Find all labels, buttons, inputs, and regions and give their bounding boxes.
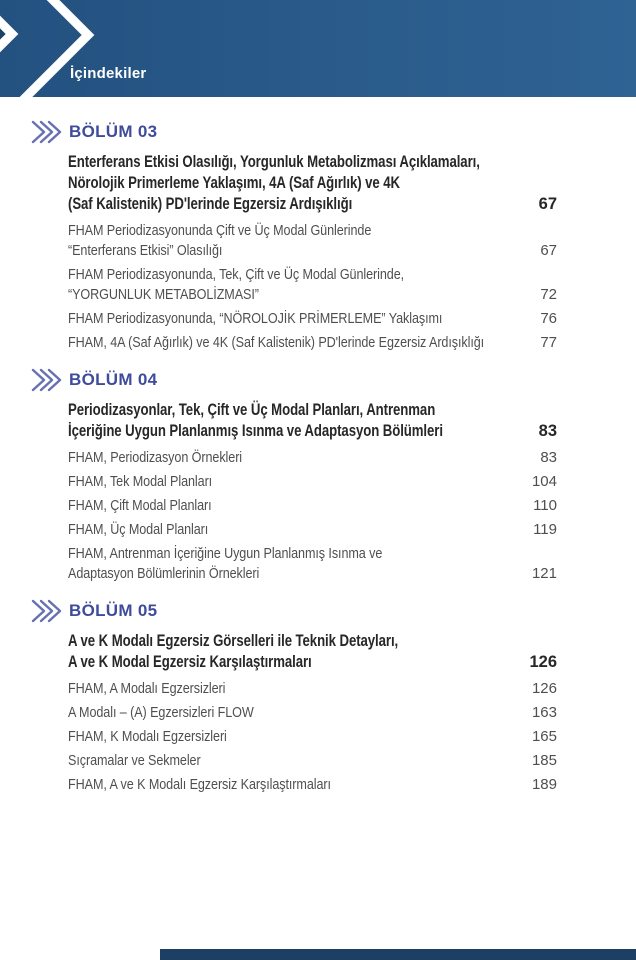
section-header — [30, 118, 636, 146]
toc-section — [0, 366, 636, 586]
entry-text-line: “Enterferans Etkisi” Olasılığı — [68, 242, 223, 259]
toc-entry — [68, 331, 557, 355]
toc-entry — [68, 307, 557, 331]
double-chevron-right-icon — [0, 0, 200, 97]
toc-entry — [68, 701, 557, 725]
chapter-page-number: 67 — [538, 195, 557, 213]
toc-entry — [68, 494, 557, 518]
entry-page-number: 77 — [540, 334, 557, 351]
chapter-title-entry — [68, 152, 557, 219]
entry-text-line: FHAM, A Modalı Egzersizleri — [68, 680, 226, 697]
chapter-page-number: 83 — [538, 422, 557, 440]
entry-page-number: 185 — [531, 752, 557, 769]
triple-chevron-right-icon — [30, 597, 66, 625]
entry-page-number: 67 — [540, 242, 557, 259]
page-header — [0, 0, 636, 97]
section-label: BÖLÜM 05 — [69, 601, 158, 620]
toc-entry — [68, 518, 557, 542]
toc-entry — [68, 773, 557, 797]
toc-entry — [68, 263, 557, 307]
entry-text-line: (Saf Kalistenik) PD'lerinde Egzersiz Ardışıklığı — [68, 195, 353, 213]
entry-page-number: 119 — [533, 521, 557, 538]
section-body — [68, 400, 557, 586]
entry-text-line: FHAM, Antrenman İçeriğine Uygun Planlanmış Isınma ve — [68, 545, 383, 562]
entry-text-line: “YORGUNLUK METABOLİZMASI” — [68, 286, 259, 303]
entry-text-line: FHAM Periodizasyonunda, “NÖROLOJİK PRİMERLEME” Yaklaşımı — [68, 310, 443, 327]
toc-entry — [68, 219, 557, 263]
section-body — [68, 152, 557, 355]
entry-text-line: FHAM Periodizasyonunda Çift ve Üç Modal Günlerinde — [68, 222, 372, 239]
chapter-page-number: 126 — [529, 653, 557, 671]
entry-text-line: Nörolojik Primerleme Yaklaşımı, 4A (Saf Ağırlık) ve 4K — [68, 174, 400, 192]
entry-text-line: FHAM, Periodizasyon Örnekleri — [68, 449, 243, 466]
entry-text-line: A ve K Modal Egzersiz Karşılaştırmaları — [68, 653, 312, 671]
chapter-title-entry — [68, 631, 557, 677]
section-label: BÖLÜM 03 — [69, 122, 158, 141]
toc-section — [0, 118, 636, 355]
toc-entry — [68, 446, 557, 470]
entry-text-line: Adaptasyon Bölümlerinin Örnekleri — [68, 565, 260, 582]
triple-chevron-right-icon — [30, 366, 66, 394]
footer-bar — [160, 949, 636, 960]
section-body — [68, 631, 557, 797]
entry-page-number: 76 — [540, 310, 557, 327]
entry-page-number: 189 — [531, 776, 557, 793]
entry-page-number: 165 — [531, 728, 557, 745]
entry-text-line: FHAM, K Modalı Egzersizleri — [68, 728, 227, 745]
entry-text-line: A Modalı – (A) Egzersizleri FLOW — [68, 704, 254, 721]
section-header — [30, 597, 636, 625]
entry-text-line: FHAM, 4A (Saf Ağırlık) ve 4K (Saf Kalistenik) PD'lerinde Egzersiz Ardışıklığı — [68, 334, 485, 351]
table-of-contents — [0, 97, 636, 797]
entry-text-line: Periodizasyonlar, Tek, Çift ve Üç Modal Planları, Antrenman — [68, 401, 436, 419]
entry-page-number: 163 — [531, 704, 557, 721]
entry-text-line: FHAM, A ve K Modalı Egzersiz Karşılaştırmaları — [68, 776, 331, 793]
page-title: İçindekiler — [70, 65, 147, 82]
toc-entry — [68, 725, 557, 749]
entry-page-number: 121 — [531, 565, 557, 582]
entry-text-line: A ve K Modalı Egzersiz Görselleri ile Teknik Detayları, — [68, 632, 399, 650]
section-label: BÖLÜM 04 — [69, 370, 158, 389]
entry-page-number: 126 — [531, 680, 557, 697]
toc-entry — [68, 542, 557, 586]
toc-section — [0, 597, 636, 797]
entry-page-number: 72 — [540, 286, 557, 303]
toc-entry — [68, 749, 557, 773]
toc-entry — [68, 677, 557, 701]
entry-page-number: 110 — [533, 497, 557, 514]
entry-text-line: FHAM, Çift Modal Planları — [68, 497, 212, 514]
triple-chevron-right-icon — [30, 118, 66, 146]
entry-text-line: FHAM Periodizasyonunda, Tek, Çift ve Üç Modal Günlerinde, — [68, 266, 405, 283]
toc-entry — [68, 470, 557, 494]
chapter-title-entry — [68, 400, 557, 446]
entry-text-line: Enterferans Etkisi Olasılığı, Yorgunluk Metabolizması Açıklamaları, — [68, 153, 480, 171]
entry-page-number: 104 — [531, 473, 557, 490]
section-header — [30, 366, 636, 394]
entry-text-line: Sıçramalar ve Sekmeler — [68, 752, 201, 769]
entry-text-line: FHAM, Üç Modal Planları — [68, 521, 209, 538]
entry-page-number: 83 — [540, 449, 557, 466]
entry-text-line: İçeriğine Uygun Planlanmış Isınma ve Adaptasyon Bölümleri — [68, 422, 443, 440]
entry-text-line: FHAM, Tek Modal Planları — [68, 473, 213, 490]
